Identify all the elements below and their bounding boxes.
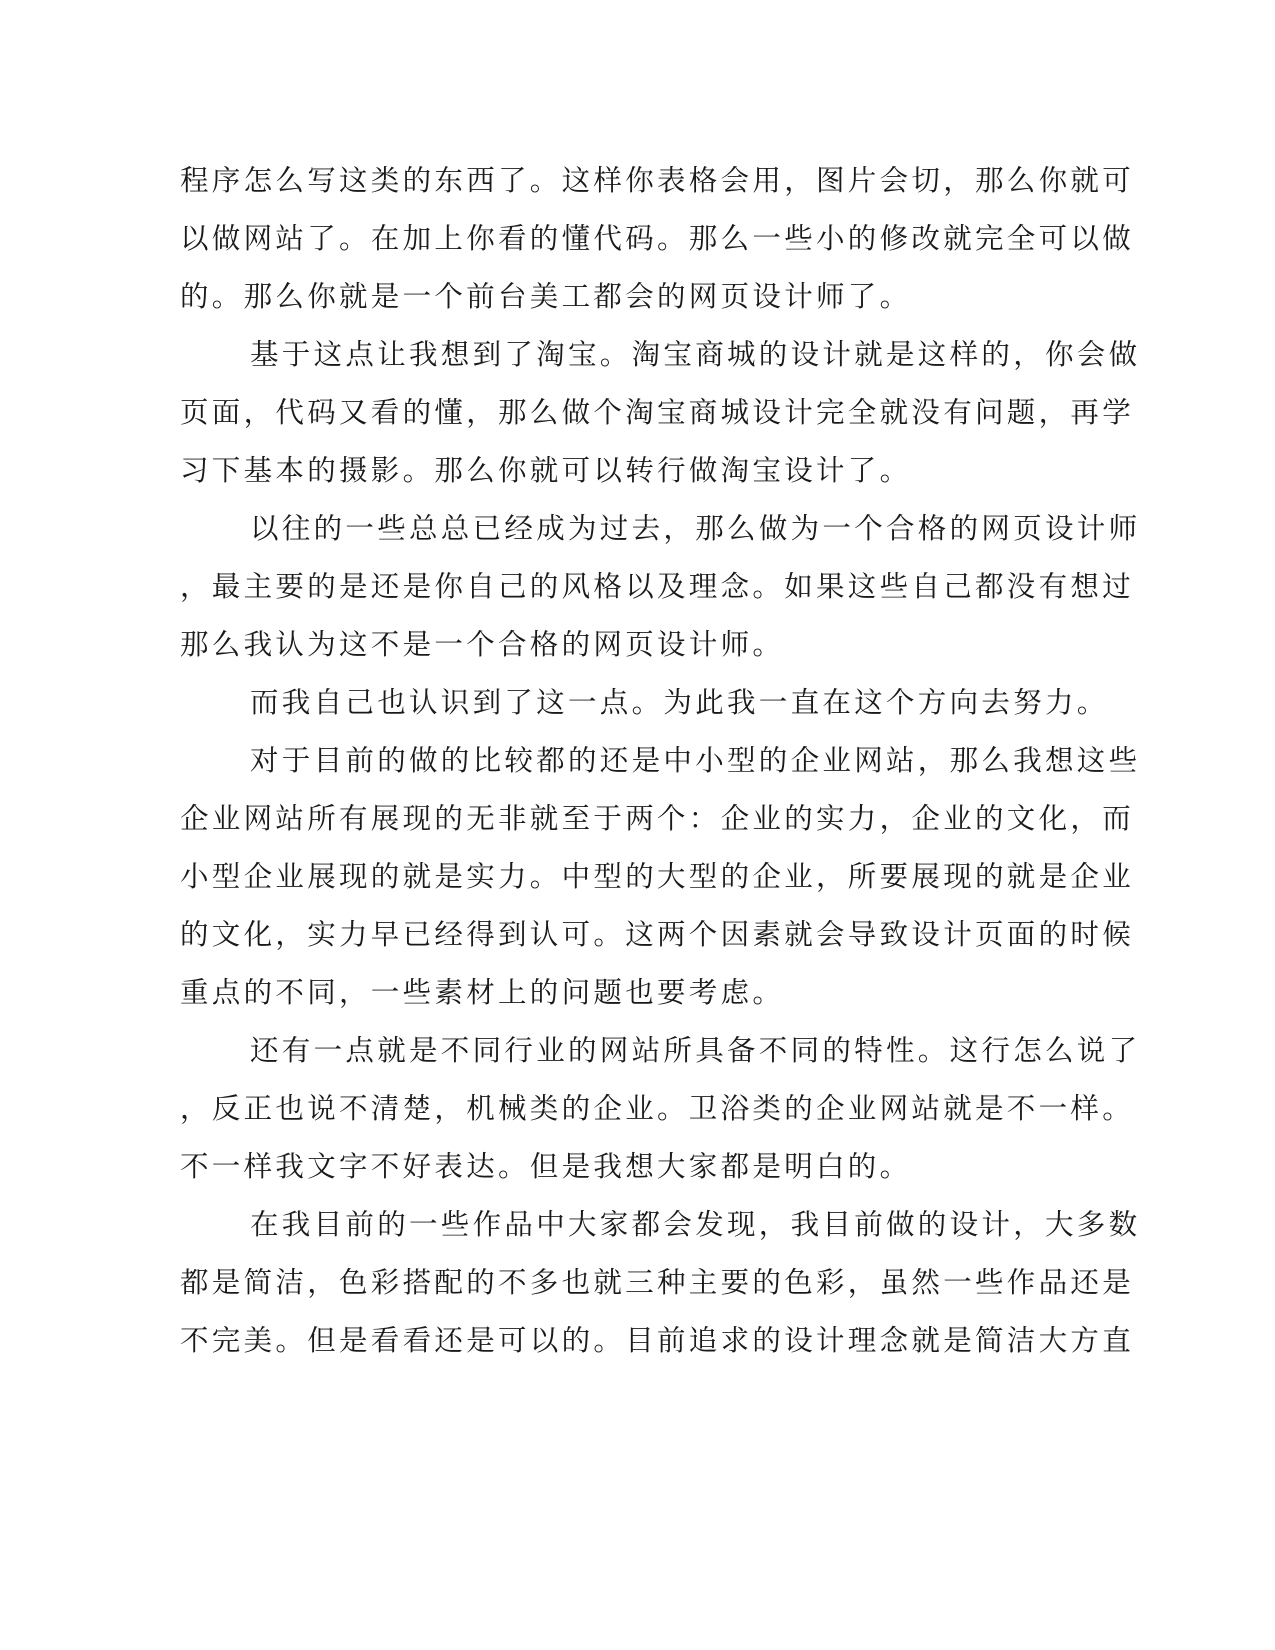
text-line: 重点的不同，一些素材上的问题也要考虑。 xyxy=(180,976,785,1009)
text-line: 不完美。但是看看还是可以的。目前追求的设计理念就是简洁大方直 xyxy=(180,1324,1135,1357)
paragraph-start-line: 在我目前的一些作品中大家都会发现，我目前做的设计，大多数 xyxy=(250,1208,1141,1241)
text-line: 不一样我文字不好表达。但是我想大家都是明白的。 xyxy=(180,1150,912,1183)
paragraph-start-line: 还有一点就是不同行业的网站所具备不同的特性。这行怎么说了 xyxy=(250,1034,1141,1067)
paragraph-start-line: 而我自己也认识到了这一点。为此我一直在这个方向去努力。 xyxy=(250,686,1109,719)
text-line: ，反正也说不清楚，机械类的企业。卫浴类的企业网站就是不一样。 xyxy=(180,1092,1135,1125)
paragraph-start-line: 基于这点让我想到了淘宝。淘宝商城的设计就是这样的，你会做 xyxy=(250,338,1141,371)
paragraph-start-line: 以往的一些总总已经成为过去，那么做为一个合格的网页设计师 xyxy=(250,512,1141,545)
text-line: 程序怎么写这类的东西了。这样你表格会用，图片会切，那么你就可 xyxy=(180,164,1135,197)
text-line: 的。那么你就是一个前台美工都会的网页设计师了。 xyxy=(180,280,912,313)
text-line: 的文化，实力早已经得到认可。这两个因素就会导致设计页面的时候 xyxy=(180,918,1135,951)
text-line: 那么我认为这不是一个合格的网页设计师。 xyxy=(180,628,785,661)
text-line: 小型企业展现的就是实力。中型的大型的企业，所要展现的就是企业 xyxy=(180,860,1135,893)
paragraph-start-line: 对于目前的做的比较都的还是中小型的企业网站，那么我想这些 xyxy=(250,744,1141,777)
text-line: 以做网站了。在加上你看的懂代码。那么一些小的修改就完全可以做 xyxy=(180,222,1135,255)
text-line: 页面，代码又看的懂，那么做个淘宝商城设计完全就没有问题，再学 xyxy=(180,396,1135,429)
document-body xyxy=(180,152,1141,1370)
text-line: ，最主要的是还是你自己的风格以及理念。如果这些自己都没有想过 xyxy=(180,570,1135,603)
text-line: 企业网站所有展现的无非就至于两个：企业的实力，企业的文化，而 xyxy=(180,802,1135,835)
text-line: 习下基本的摄影。那么你就可以转行做淘宝设计了。 xyxy=(180,454,912,487)
text-line: 都是简洁，色彩搭配的不多也就三种主要的色彩，虽然一些作品还是 xyxy=(180,1266,1135,1299)
